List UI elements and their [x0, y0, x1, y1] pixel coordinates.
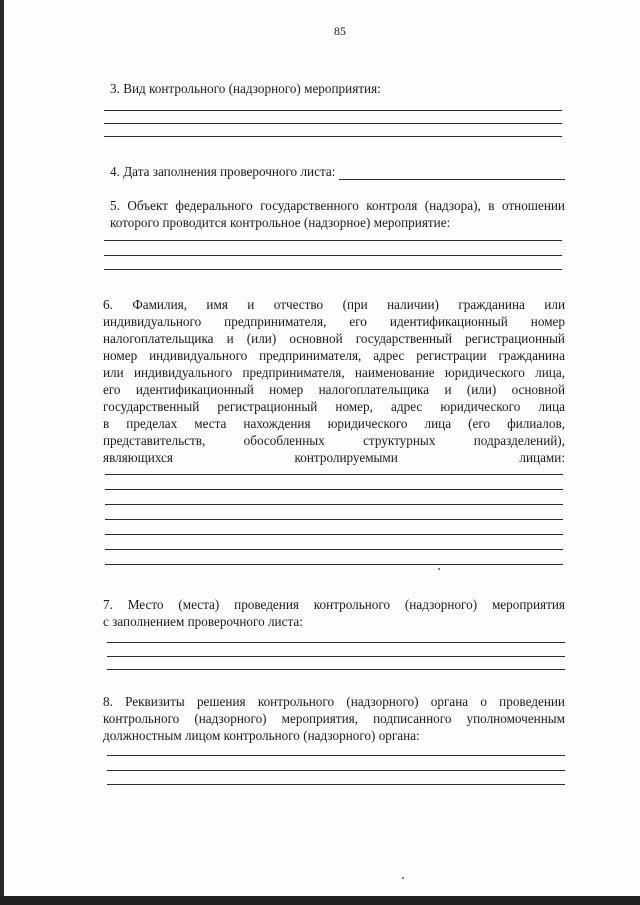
- blank-line[interactable]: [105, 534, 563, 535]
- date-fill-line[interactable]: [339, 167, 565, 180]
- blank-line[interactable]: [105, 474, 563, 475]
- blank-line[interactable]: [104, 136, 562, 137]
- blank-line[interactable]: [105, 549, 563, 550]
- section-6-text-line: его идентификационный номер налогоплательщика и (или) основной: [103, 382, 565, 397]
- speck: [438, 568, 440, 570]
- section-6: [103, 296, 565, 565]
- section-6-text-line: 6. Фамилия, имя и отчество (при наличии) гражданина или: [103, 297, 565, 312]
- section-6-text-line: или индивидуального предпринимателя, наименование юридического лица,: [103, 365, 565, 380]
- blank-line[interactable]: [107, 669, 565, 670]
- section-6-text-line: налогоплательщика и (или) основной государственный регистрационный: [103, 331, 565, 346]
- section-4: [100, 163, 565, 180]
- blank-line[interactable]: [105, 489, 563, 490]
- section-3: [100, 80, 565, 137]
- section-6-text-line: в пределах места нахождения юридического лица (его филиалов,: [103, 416, 565, 431]
- section-4-title: 4. Дата заполнения проверочного листа:: [110, 164, 336, 179]
- blank-line[interactable]: [104, 255, 562, 256]
- section-8-text-line: 8. Реквизиты решения контрольного (надзорного) органа о проведении: [103, 694, 565, 709]
- section-8: [103, 693, 565, 785]
- section-6-text-line: индивидуального предпринимателя, его идентификационный номер: [103, 314, 565, 329]
- section-6-text-line: государственный регистрационный номер, адрес юридического лица: [103, 399, 565, 414]
- blank-line[interactable]: [105, 504, 563, 505]
- speck: [402, 877, 404, 879]
- blank-line[interactable]: [104, 110, 562, 111]
- page-number: 85: [334, 24, 346, 38]
- section-5-text-line: которого проводится контрольное (надзорное) мероприятие:: [110, 215, 451, 230]
- section-5: [100, 197, 565, 270]
- section-3-title: 3. Вид контрольного (надзорного) мероприятия:: [110, 81, 381, 96]
- section-7-text-line: 7. Место (места) проведения контрольного (надзорного) мероприятия: [103, 597, 565, 612]
- section-6-text-line: представительств, обособленных структурных подразделений),: [103, 433, 565, 448]
- section-8-text-line: контрольного (надзорного) мероприятия, подписанного уполномоченным: [103, 711, 565, 726]
- section-5-text-line: 5. Объект федерального государственного контроля (надзора), в отношении: [110, 198, 565, 213]
- blank-line[interactable]: [104, 240, 562, 241]
- blank-line[interactable]: [107, 642, 565, 643]
- blank-line[interactable]: [105, 519, 563, 520]
- blank-line[interactable]: [107, 784, 565, 785]
- blank-line[interactable]: [105, 564, 563, 565]
- blank-line[interactable]: [107, 755, 565, 756]
- blank-line[interactable]: [104, 269, 562, 270]
- section-7-text-line: с заполнением проверочного листа:: [103, 614, 303, 629]
- section-8-text-line: должностным лицом контрольного (надзорного) органа:: [103, 728, 420, 743]
- blank-line[interactable]: [107, 656, 565, 657]
- section-6-text-line: являющихся контролируемыми лицами:: [103, 450, 565, 465]
- blank-line[interactable]: [104, 123, 562, 124]
- blank-line[interactable]: [107, 770, 565, 771]
- section-7: [103, 596, 565, 670]
- section-6-text-line: номер индивидуального предпринимателя, адрес регистрации гражданина: [103, 348, 565, 363]
